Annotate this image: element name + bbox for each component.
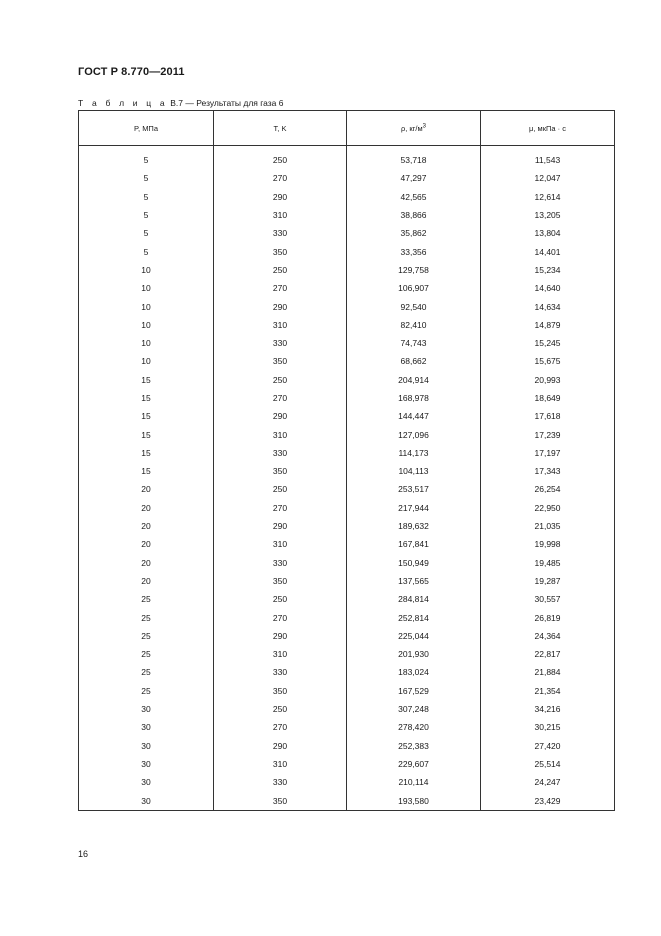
table-cell: 14,640 [481, 279, 615, 297]
table-cell: 150,949 [347, 554, 481, 572]
table-cell: 20 [79, 499, 214, 517]
table-cell: 24,247 [481, 773, 615, 791]
table-cell: 144,447 [347, 407, 481, 425]
table-cell: 30 [79, 737, 214, 755]
table-cell: 15,245 [481, 334, 615, 352]
table-cell: 252,814 [347, 608, 481, 626]
table-cell: 290 [214, 297, 347, 315]
table-cell: 5 [79, 188, 214, 206]
table-cell: 17,197 [481, 444, 615, 462]
table-cell: 13,804 [481, 224, 615, 242]
table-cell: 310 [214, 206, 347, 224]
table-cell: 11,543 [481, 151, 615, 169]
table-row [79, 554, 615, 572]
table-cell: 10 [79, 316, 214, 334]
table-row [79, 188, 615, 206]
table-cell: 10 [79, 261, 214, 279]
table-row [79, 773, 615, 791]
table-cell: 183,024 [347, 663, 481, 681]
table-cell: 330 [214, 444, 347, 462]
table-row [79, 224, 615, 242]
table-cell: 129,758 [347, 261, 481, 279]
table-cell: 25 [79, 590, 214, 608]
table-caption-text: В.7 — Результаты для газа 6 [170, 98, 284, 108]
table-cell: 217,944 [347, 499, 481, 517]
table-row [79, 718, 615, 736]
table-row [79, 242, 615, 260]
table-cell: 30,557 [481, 590, 615, 608]
table-row [79, 480, 615, 498]
table-cell: 21,354 [481, 682, 615, 700]
table-cell: 278,420 [347, 718, 481, 736]
table-cell: 15,234 [481, 261, 615, 279]
table-cell: 204,914 [347, 371, 481, 389]
table-caption-prefix: Т а б л и ц а [78, 98, 168, 108]
table-cell: 106,907 [347, 279, 481, 297]
table-cell: 15 [79, 425, 214, 443]
table-cell: 330 [214, 224, 347, 242]
table-cell: 25 [79, 682, 214, 700]
table-cell: 127,096 [347, 425, 481, 443]
table-cell: 270 [214, 499, 347, 517]
table-cell: 14,879 [481, 316, 615, 334]
table-row [79, 297, 615, 315]
table-cell: 330 [214, 663, 347, 681]
table-cell: 15 [79, 444, 214, 462]
table-cell: 5 [79, 224, 214, 242]
table-cell: 250 [214, 371, 347, 389]
table-cell: 24,364 [481, 627, 615, 645]
table-cell: 20 [79, 535, 214, 553]
table-cell: 27,420 [481, 737, 615, 755]
table-cell: 330 [214, 554, 347, 572]
table-cell: 35,862 [347, 224, 481, 242]
table-row [79, 334, 615, 352]
column-header-pressure: P, МПа [79, 111, 214, 146]
table-cell: 250 [214, 480, 347, 498]
table-row [79, 169, 615, 187]
table-cell: 310 [214, 755, 347, 773]
table-cell: 15 [79, 407, 214, 425]
table-cell: 290 [214, 517, 347, 535]
table-cell: 30,215 [481, 718, 615, 736]
table-cell: 10 [79, 334, 214, 352]
table-cell: 82,410 [347, 316, 481, 334]
table-cell: 14,401 [481, 242, 615, 260]
table-cell: 15 [79, 371, 214, 389]
document-header: ГОСТ Р 8.770—2011 [78, 66, 185, 78]
table-caption [78, 98, 284, 108]
table-row [79, 700, 615, 718]
table-row [79, 682, 615, 700]
table-cell: 20 [79, 480, 214, 498]
table-cell: 330 [214, 773, 347, 791]
table-cell: 137,565 [347, 572, 481, 590]
table-cell: 25 [79, 663, 214, 681]
table-cell: 30 [79, 700, 214, 718]
table-cell: 252,383 [347, 737, 481, 755]
table-cell: 21,035 [481, 517, 615, 535]
table-cell: 284,814 [347, 590, 481, 608]
table-row [79, 261, 615, 279]
table-cell: 310 [214, 645, 347, 663]
table-cell: 25 [79, 608, 214, 626]
table-cell: 270 [214, 389, 347, 407]
table-row [79, 791, 615, 810]
table-row [79, 499, 615, 517]
table-cell: 104,113 [347, 462, 481, 480]
table-cell: 270 [214, 718, 347, 736]
table-row [79, 608, 615, 626]
table-cell: 5 [79, 242, 214, 260]
table-cell: 350 [214, 791, 347, 810]
column-header-viscosity: μ, мкПа · с [481, 111, 615, 146]
table-row [79, 645, 615, 663]
table-cell: 22,950 [481, 499, 615, 517]
table-cell: 253,517 [347, 480, 481, 498]
table-row [79, 279, 615, 297]
table-cell: 310 [214, 535, 347, 553]
table-row [79, 572, 615, 590]
table-cell: 30 [79, 773, 214, 791]
table-row [79, 755, 615, 773]
table-row [79, 151, 615, 169]
table-cell: 168,978 [347, 389, 481, 407]
table-cell: 290 [214, 627, 347, 645]
table-cell: 25 [79, 645, 214, 663]
table-cell: 114,173 [347, 444, 481, 462]
table-cell: 350 [214, 352, 347, 370]
table-row [79, 316, 615, 334]
table-row [79, 737, 615, 755]
table-cell: 68,662 [347, 352, 481, 370]
table-cell: 42,565 [347, 188, 481, 206]
table-cell: 10 [79, 352, 214, 370]
table-cell: 330 [214, 334, 347, 352]
table-row [79, 389, 615, 407]
table-cell: 17,618 [481, 407, 615, 425]
table-cell: 19,998 [481, 535, 615, 553]
table-cell: 12,047 [481, 169, 615, 187]
table-row [79, 371, 615, 389]
table-cell: 22,817 [481, 645, 615, 663]
table-cell: 21,884 [481, 663, 615, 681]
table-cell: 25 [79, 627, 214, 645]
table-cell: 26,819 [481, 608, 615, 626]
table-cell: 53,718 [347, 151, 481, 169]
table-cell: 47,297 [347, 169, 481, 187]
table-row [79, 425, 615, 443]
table-cell: 270 [214, 608, 347, 626]
table-cell: 167,529 [347, 682, 481, 700]
table-row [79, 444, 615, 462]
table-cell: 5 [79, 169, 214, 187]
table-cell: 12,614 [481, 188, 615, 206]
table-row [79, 352, 615, 370]
table-cell: 189,632 [347, 517, 481, 535]
table-cell: 201,930 [347, 645, 481, 663]
table-cell: 310 [214, 316, 347, 334]
table-cell: 17,239 [481, 425, 615, 443]
table-cell: 38,866 [347, 206, 481, 224]
table-cell: 307,248 [347, 700, 481, 718]
table-cell: 74,743 [347, 334, 481, 352]
column-header-density: ρ, $кг/м^3$ [347, 111, 481, 146]
table-cell: 34,216 [481, 700, 615, 718]
table-cell: 20 [79, 572, 214, 590]
table-cell: 290 [214, 407, 347, 425]
table-cell: 20 [79, 554, 214, 572]
table-cell: 350 [214, 462, 347, 480]
table-cell: 210,114 [347, 773, 481, 791]
table-cell: 290 [214, 737, 347, 755]
table-row [79, 535, 615, 553]
table-cell: 5 [79, 206, 214, 224]
table-cell: 19,287 [481, 572, 615, 590]
table-cell: 20,993 [481, 371, 615, 389]
table-cell: 14,634 [481, 297, 615, 315]
table-row [79, 462, 615, 480]
table-cell: 92,540 [347, 297, 481, 315]
table-cell: 270 [214, 169, 347, 187]
table-cell: 290 [214, 188, 347, 206]
table-header [79, 111, 615, 152]
table-cell: 23,429 [481, 791, 615, 810]
table-cell: 270 [214, 279, 347, 297]
table-cell: 30 [79, 718, 214, 736]
table-cell: 5 [79, 151, 214, 169]
table-cell: 310 [214, 425, 347, 443]
table-cell: 250 [214, 590, 347, 608]
table-cell: 20 [79, 517, 214, 535]
results-table [78, 110, 615, 811]
column-header-temperature: T, K [214, 111, 347, 146]
table-cell: 15 [79, 462, 214, 480]
table-cell: 18,649 [481, 389, 615, 407]
table-row [79, 590, 615, 608]
table-row [79, 407, 615, 425]
table-cell: 350 [214, 242, 347, 260]
table-row [79, 663, 615, 681]
table-cell: 10 [79, 279, 214, 297]
table-cell: 26,254 [481, 480, 615, 498]
table-row [79, 206, 615, 224]
table-cell: 33,356 [347, 242, 481, 260]
table-cell: 250 [214, 151, 347, 169]
table-cell: 30 [79, 755, 214, 773]
table-cell: 15,675 [481, 352, 615, 370]
table-cell: 350 [214, 682, 347, 700]
page-number: 16 [78, 849, 89, 859]
table-cell: 167,841 [347, 535, 481, 553]
table-cell: 19,485 [481, 554, 615, 572]
table-body [79, 151, 615, 810]
table-cell: 350 [214, 572, 347, 590]
table-cell: 15 [79, 389, 214, 407]
table-cell: 225,044 [347, 627, 481, 645]
table-cell: 13,205 [481, 206, 615, 224]
table-cell: 10 [79, 297, 214, 315]
table-cell: 229,607 [347, 755, 481, 773]
table-cell: 17,343 [481, 462, 615, 480]
table-cell: 250 [214, 700, 347, 718]
table-cell: 250 [214, 261, 347, 279]
table-cell: 193,580 [347, 791, 481, 810]
table-cell: 25,514 [481, 755, 615, 773]
table-row [79, 517, 615, 535]
table-cell: 30 [79, 791, 214, 810]
table-row [79, 627, 615, 645]
